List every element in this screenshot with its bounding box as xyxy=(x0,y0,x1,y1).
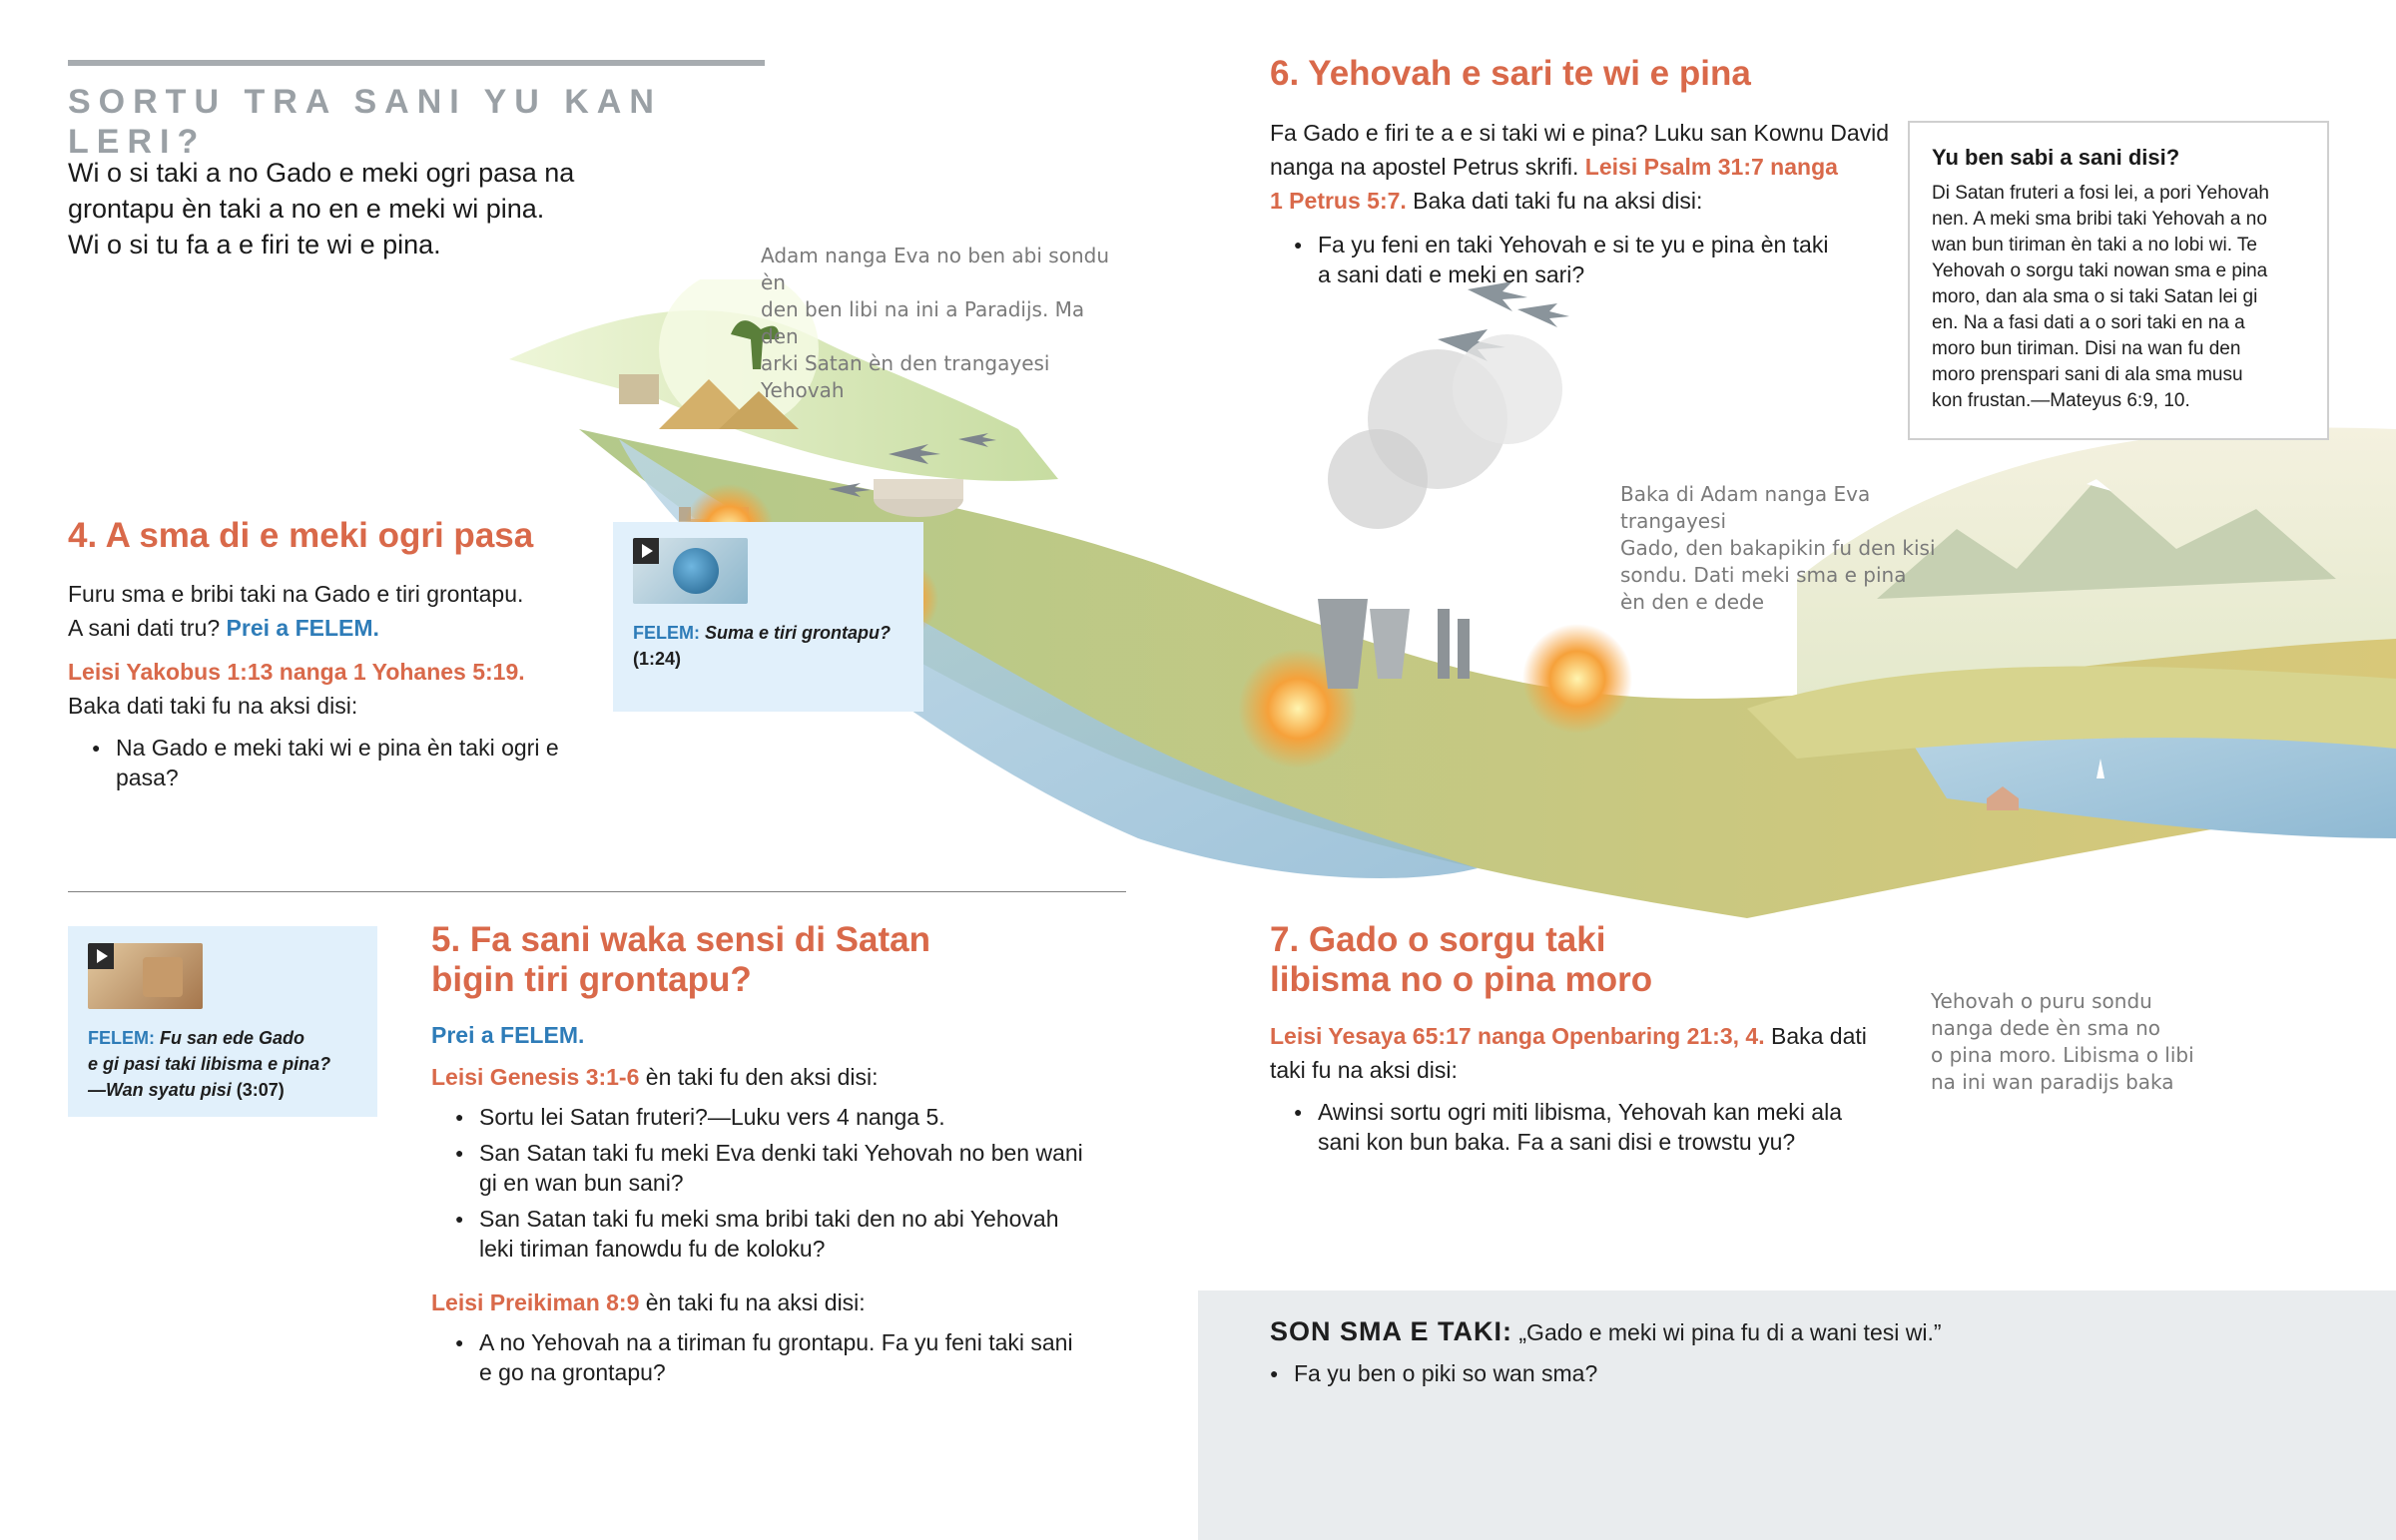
scripture-link[interactable]: Leisi Preikiman 8:9 xyxy=(431,1289,640,1315)
box-body: Di Satan fruteri a fosi lei, a pori Yehovah nen. A meki sma bribi taki Yehovah a no wan bun tiriman èn taki a no lobi wi. Te Yehovah o sorgu taki nowan sma e pina moro, dan ala sma o si taki Satan lei gi en. Na a fasi dati a o sori taki en na a moro bun tiriman. Disi na wan fu den moro prenspari sani di ala sma musu kon frustan.—Mateyus 6:9, 10. xyxy=(1932,183,2269,411)
scripture-link[interactable]: 1 Petrus 5:7. xyxy=(1270,188,1407,214)
question-item: ● Sortu lei Satan fruteri?—Luku vers 4 nanga 5. xyxy=(431,1102,1090,1132)
video-box-1[interactable] xyxy=(613,522,923,712)
summary-line xyxy=(1270,1314,2368,1349)
intro-line: grontapu èn taki a no en e meki wi pina. xyxy=(68,194,545,224)
scripture-link[interactable]: Leisi Psalm 31:7 nanga xyxy=(1584,154,1838,180)
summary-panel xyxy=(1198,1290,2396,1540)
intro-rule xyxy=(68,60,765,66)
section5-body xyxy=(431,1018,1090,1393)
section7-instruction: Baka dati taki fu na aksi disi: xyxy=(1270,1023,1867,1083)
summary-questions xyxy=(1246,1358,2344,1394)
question-item: ● Fa yu feni en taki Yehovah e si te yu e pina èn taki a sani dati e meki en sari? xyxy=(1270,230,1829,289)
did-you-know-box xyxy=(1908,121,2329,440)
intro-line: Wi o si tu fa a e firi te wi e pina. xyxy=(68,230,441,259)
section5-title: 5. Fa sani waka sensi di Satan bigin tiri grontapu? xyxy=(431,920,930,999)
video-link[interactable]: Prei a FELEM. xyxy=(226,615,379,641)
video-thumbnail[interactable] xyxy=(88,943,203,1009)
question-item: ● San Satan taki fu meki sma bribi taki den no abi Yehovah leki tiriman fanowdu fu de koloku? xyxy=(431,1204,1090,1264)
intro-heading: SORTU TRA SANI YU KAN LERI? xyxy=(68,83,662,161)
section5-instruction: èn taki fu den aksi disi: xyxy=(639,1064,879,1090)
play-icon[interactable] xyxy=(88,943,114,969)
summary-label: SON SMA E TAKI: xyxy=(1270,1316,1512,1346)
video-label: FELEM: xyxy=(88,1028,155,1048)
video-title: Fu san ede Gado xyxy=(160,1028,305,1048)
video-label: FELEM: xyxy=(633,623,700,643)
scripture-link[interactable]: Leisi Yesaya 65:17 nanga Openbaring 21:3, 4. xyxy=(1270,1023,1765,1049)
video-duration: (1:24) xyxy=(633,649,682,669)
section7-title: 7. Gado o sorgu taki libisma no o pina moro xyxy=(1270,920,1653,999)
scripture-link[interactable]: Leisi Genesis 3:1-6 xyxy=(431,1064,640,1090)
video-title: Suma e tiri grontapu? xyxy=(705,623,892,643)
video-caption xyxy=(633,620,912,672)
question-item: ● Awinsi sortu ogri miti libisma, Yehovah kan meki ala sani kon bun baka. Fa a sani disi e trowstu yu? xyxy=(1270,1097,1849,1157)
section6-para: Fa Gado e firi te a e si taki wi e pina? Luku san Kownu David xyxy=(1270,120,1890,146)
section6-para: nanga na apostel Petrus skrifi. xyxy=(1270,154,1579,180)
section6-body xyxy=(1270,116,1909,295)
caption-sin: Baka di Adam nanga Eva trangayesi Gado, den bakapikin fu den kisi sondu. Dati meki sma e pina èn den e dede xyxy=(1620,482,1936,614)
play-icon[interactable] xyxy=(633,538,659,564)
video-box-2[interactable] xyxy=(68,926,377,1117)
summary-quote: „Gado e meki wi pina fu di a wani tesi wi.” xyxy=(1512,1319,1942,1345)
scripture-link[interactable]: Leisi Yakobus 1:13 nanga 1 Yohanes 5:19. xyxy=(68,659,525,685)
caption-future: Yehovah o puru sondu nanga dede èn sma no o pina moro. Libisma o libi na ini wan paradijs baka xyxy=(1931,989,2194,1094)
section6-instruction: Baka dati taki fu na aksi disi: xyxy=(1406,188,1703,214)
caption-paradise: Adam nanga Eva no ben abi sondu èn den ben libi na ini a Paradijs. Ma den arki Satan èn den trangayesi Yehovah xyxy=(761,244,1109,402)
section4-para: Furu sma e bribi taki na Gado e tiri grontapu. xyxy=(68,581,524,607)
video-caption xyxy=(88,1025,377,1103)
section4-instruction: Baka dati taki fu na aksi disi: xyxy=(68,693,358,719)
question-item: ● Na Gado e meki taki wi e pina èn taki ogri e pasa? xyxy=(68,733,587,792)
section-divider xyxy=(68,891,1126,892)
section7-ref-line xyxy=(1270,1019,1869,1087)
section6-title: 6. Yehovah e sari te wi e pina xyxy=(1270,54,1751,93)
video-link[interactable]: Prei a FELEM. xyxy=(431,1022,585,1048)
section4-para: A sani dati tru? xyxy=(68,615,221,641)
question-item: ● Fa yu ben o piki so wan sma? xyxy=(1246,1358,2344,1388)
intro-line: Wi o si taki a no Gado e meki ogri pasa na xyxy=(68,158,575,188)
question-item: ● San Satan taki fu meki Eva denki taki Yehovah no ben wani gi en wan bun sani? xyxy=(431,1138,1090,1198)
video-duration: (3:07) xyxy=(236,1080,285,1100)
section4-body xyxy=(68,577,587,798)
video-thumbnail[interactable] xyxy=(633,538,748,604)
question-item: ● A no Yehovah na a tiriman fu grontapu. Fa yu feni taki sani e go na grontapu? xyxy=(431,1327,1090,1387)
section5-instruction: èn taki fu na aksi disi: xyxy=(639,1289,866,1315)
section4-title: 4. A sma di e meki ogri pasa xyxy=(68,516,534,555)
intro-text xyxy=(68,155,707,262)
video-title: —Wan syatu pisi xyxy=(88,1080,232,1100)
box-title: Yu ben sabi a sani disi? xyxy=(1932,145,2180,170)
video-title: e gi pasi taki libisma e pina? xyxy=(88,1054,331,1074)
section7-body xyxy=(1270,1019,1869,1163)
